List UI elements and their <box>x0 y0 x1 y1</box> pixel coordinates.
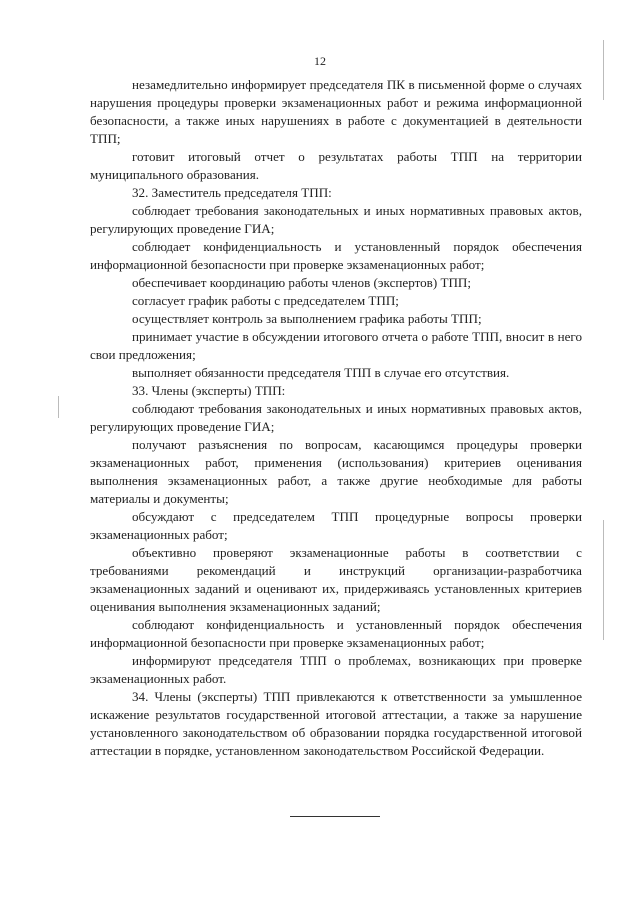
scan-artifact <box>603 520 604 640</box>
paragraph-deputy-schedule: согласует график работы с председателем ТПП; <box>132 293 399 308</box>
paragraph-deputy-report: принимает участие в обсуждении итогового отчета о работе ТПП, вносит в него свои предложения; <box>90 329 582 362</box>
paragraph-deputy-duties: выполняет обязанности председателя ТПП в случае его отсутствия. <box>132 365 510 380</box>
document-body <box>90 76 582 760</box>
paragraph-deputy-complies: соблюдает требования законодательных и иных нормативных правовых актов, регулирующих проведение ГИА; <box>90 203 582 236</box>
scan-artifact <box>58 396 59 418</box>
section-34-paragraph: 34. Члены (эксперты) ТПП привлекаются к ответственности за умышленное искажение результатов государственной итоговой аттестации, а также за нарушение установленного законодательством об образовании порядка государственной итоговой аттестации в порядке, установленном законодательством Российской Федерации. <box>90 689 582 758</box>
end-rule <box>290 816 380 817</box>
section-32-heading: 32. Заместитель председателя ТПП: <box>132 185 332 200</box>
paragraph-members-discuss: обсуждают с председателем ТПП процедурные вопросы проверки экзаменационных работ; <box>90 509 582 542</box>
paragraph-members-comply: соблюдают требования законодательных и иных нормативных правовых актов, регулирующих проведение ГИА; <box>90 401 582 434</box>
paragraph-deputy-control: осуществляет контроль за выполнением графика работы ТПП; <box>132 311 482 326</box>
section-33-heading: 33. Члены (эксперты) ТПП: <box>132 383 286 398</box>
paragraph-final-report: готовит итоговый отчет о результатах работы ТПП на территории муниципального образования. <box>90 149 582 182</box>
paragraph-members-confidentiality: соблюдают конфиденциальность и установленный порядок обеспечения информационной безопасности при проверке экзаменационных работ; <box>90 617 582 650</box>
paragraph-members-inform: информируют председателя ТПП о проблемах, возникающих при проверке экзаменационных работ. <box>90 653 582 686</box>
paragraph-inform-chairman: незамедлительно информирует председателя ПК в письменной форме о случаях нарушения процедуры проверки экзаменационных работ и режима информационной безопасности, а также иных нарушениях в работе с документацией в деятельности ТПП; <box>90 77 582 146</box>
paragraph-members-clarifications: получают разъяснения по вопросам, касающимся процедуры проверки экзаменационных работ, применения (использования) критериев оценивания выполнения экзаменационных работ, а также другие необходимые для работы материалы и документы; <box>90 437 582 506</box>
scan-artifact <box>603 40 604 100</box>
paragraph-members-check: объективно проверяют экзаменационные работы в соответствии с требованиями рекомендаций и инструкций организации-разработчика экзаменационных заданий и оценивают их, придерживаясь установленных критериев оценивания выполнения экзаменационных заданий; <box>90 545 582 614</box>
paragraph-deputy-coordination: обеспечивает координацию работы членов (экспертов) ТПП; <box>132 275 472 290</box>
paragraph-deputy-confidentiality: соблюдает конфиденциальность и установленный порядок обеспечения информационной безопасности при проверке экзаменационных работ; <box>90 239 582 272</box>
page-number: 12 <box>314 54 326 68</box>
